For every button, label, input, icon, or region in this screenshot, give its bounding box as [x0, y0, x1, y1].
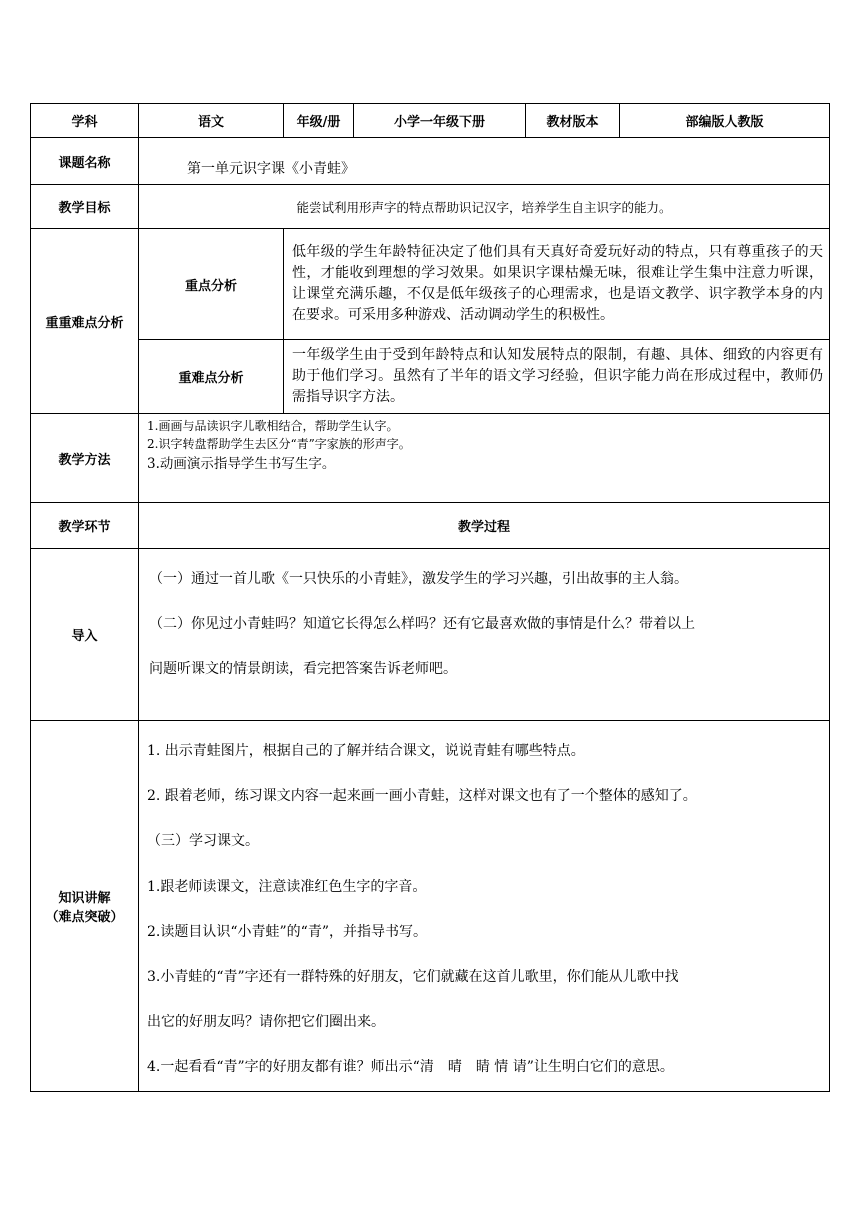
- methods-label: 教学方法: [31, 414, 139, 503]
- knowledge-line: 1.跟老师读课文，注意读准红色生字的字音。: [147, 878, 427, 895]
- edition-label: 教材版本: [526, 104, 620, 138]
- knowledge-line: 1. 出示青蛙图片，根据自己的了解并结合课文，说说青蛙有哪些特点。: [147, 743, 585, 759]
- knowledge-label-line2: （难点突破）: [45, 909, 124, 925]
- key-analysis-text: 低年级的学生年龄特征决定了他们具有天真好奇爱玩好动的特点，只有尊重孩子的天性，才能收到理想的学习效果。如果识字课枯燥无味，很难让学生集中注意力听课，让课堂充满乐趣，不仅是低年级孩子的心理需求，也是语文教学、识字教学本身的内在要求。可采用多种游戏、活动调动学生的积极性。: [284, 229, 830, 340]
- goal-value: 能尝试利用形声字的特点帮助识记汉字，培养学生自主识字的能力。: [139, 185, 830, 229]
- knowledge-line: 3.小青蛙的“青”字还有一群特殊的好朋友，它们就藏在这首儿歌里，你们能从儿歌中找: [147, 969, 679, 986]
- grade-value: 小学一年级下册: [354, 104, 526, 138]
- methods-list: [139, 414, 830, 503]
- knowledge-content: [139, 721, 830, 1092]
- method-item: 3.动画演示指导学生书写生字。: [147, 456, 336, 472]
- intro-label: 导入: [31, 549, 139, 721]
- process-header: 教学过程: [139, 503, 830, 549]
- knowledge-line: 出它的好朋友吗？请你把它们圈出来。: [147, 1014, 385, 1031]
- lesson-title-label: 课题名称: [31, 138, 139, 185]
- analysis-label: 重重难点分析: [31, 229, 139, 414]
- methods-row: [31, 414, 830, 503]
- process-header-row: [31, 503, 830, 549]
- knowledge-label-line1: 知识讲解: [58, 890, 111, 906]
- subject-value: 语文: [139, 104, 284, 138]
- knowledge-line: 2. 跟着老师，练习课文内容一起来画一画小青蛙，这样对课文也有了一个整体的感知了。: [147, 788, 697, 805]
- difficult-analysis-row: [31, 340, 830, 414]
- knowledge-label: [31, 721, 139, 1092]
- difficult-analysis-label: 重难点分析: [139, 340, 284, 414]
- edition-value: 部编版人教版: [620, 104, 830, 138]
- subject-label: 学科: [31, 104, 139, 138]
- method-item: 1.画画与品读识字儿歌相结合，帮助学生认字。: [147, 419, 399, 433]
- intro-line: （二）你见过小青蛙吗？知道它长得怎么样吗？还有它最喜欢做的事情是什么？带着以上: [149, 616, 695, 632]
- goal-row: [31, 185, 830, 229]
- lesson-title-row: [31, 138, 830, 185]
- intro-row: [31, 549, 830, 721]
- method-item: 2.识字转盘帮助学生去区分“青”字家族的形声字。: [147, 437, 411, 451]
- knowledge-line: 2.读题目认识“小青蛙”的“青”，并指导书写。: [147, 923, 427, 940]
- key-analysis-row: [31, 229, 830, 340]
- intro-line: 问题听课文的情景朗读，看完把答案告诉老师吧。: [149, 661, 457, 677]
- difficult-analysis-text: 一年级学生由于受到年龄特点和认知发展特点的限制，有趣、具体、细致的内容更有助于他们学习。虽然有了半年的语文学习经验，但识字能力尚在形成过程中，教师仍需指导识字方法。: [284, 340, 830, 414]
- intro-content: [139, 549, 830, 721]
- header-row: [31, 104, 830, 138]
- knowledge-row: [31, 721, 830, 1092]
- knowledge-line: 4.一起看看“青”字的好朋友都有谁？师出示“清 晴 睛 情 请”让生明白它们的意思。: [147, 1059, 674, 1076]
- stage-header: 教学环节: [31, 503, 139, 549]
- intro-line: （一）通过一首儿歌《一只快乐的小青蛙》，激发学生的学习兴趣，引出故事的主人翁。: [149, 571, 688, 587]
- grade-label: 年级/册: [284, 104, 354, 138]
- key-analysis-label: 重点分析: [139, 229, 284, 340]
- knowledge-line: （三）学习课文。: [147, 833, 259, 850]
- lesson-title-value: 第一单元识字课《小青蛙》: [139, 138, 830, 185]
- goal-label: 教学目标: [31, 185, 139, 229]
- lesson-plan-table: [30, 103, 830, 1092]
